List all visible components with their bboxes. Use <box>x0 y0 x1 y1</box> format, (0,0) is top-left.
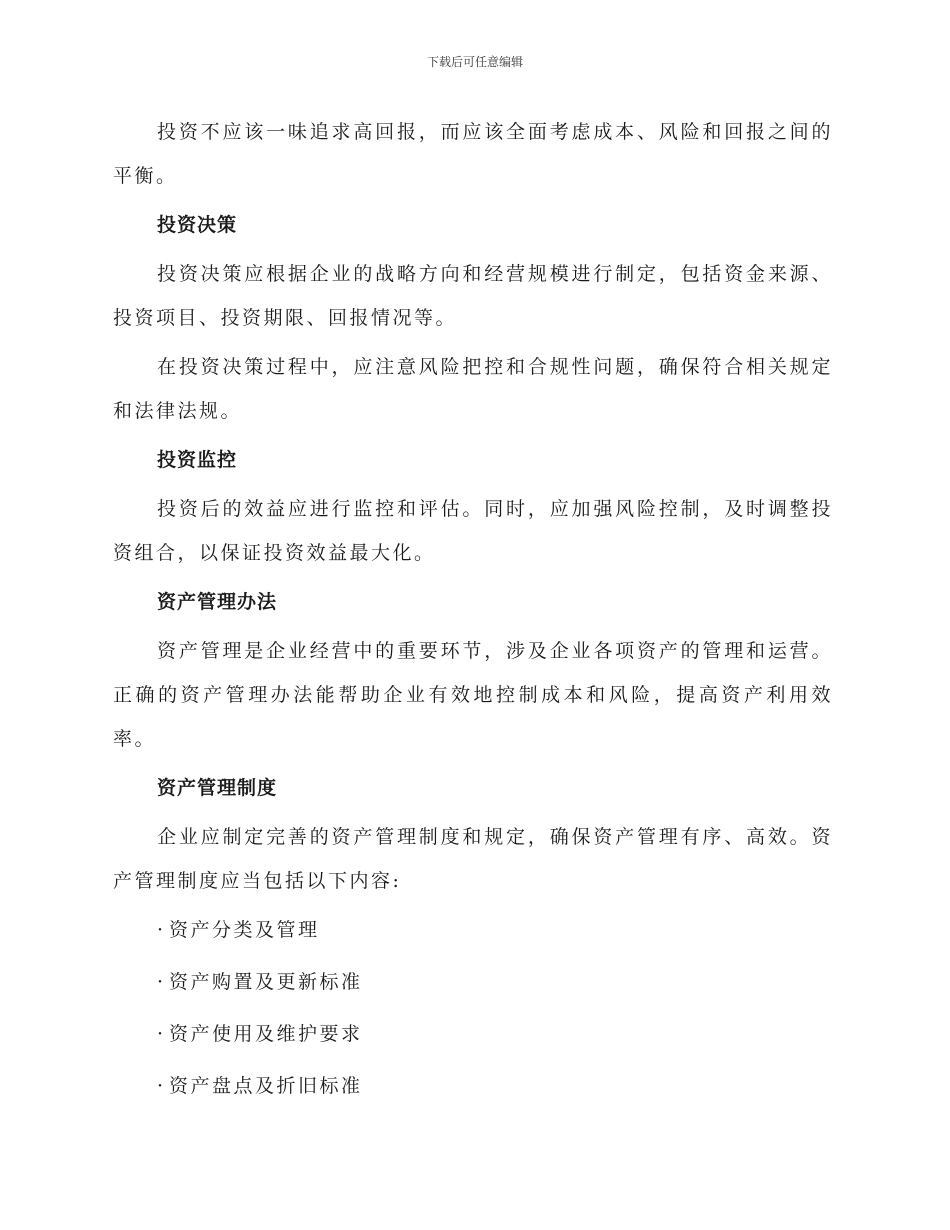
heading-investment-monitoring: 投资监控 <box>157 449 238 471</box>
list-item-text: 资产购置及更新标准 <box>169 971 363 993</box>
list-item <box>113 908 833 952</box>
bullet-icon: · <box>157 1075 164 1097</box>
paragraph-monitoring: 投资后的效益应进行监控和评估。同时，应加强风险控制，及时调整投资组合，以保证投资效益最大化。 <box>113 498 833 564</box>
heading-investment-decision: 投资决策 <box>157 214 238 236</box>
list-item-text: 资产使用及维护要求 <box>169 1023 363 1045</box>
paragraph-decision-risk: 在投资决策过程中，应注意风险把控和合规性问题，确保符合相关规定和法律法规。 <box>113 356 833 422</box>
paragraph-investment-balance: 投资不应该一味追求高回报，而应该全面考虑成本、风险和回报之间的平衡。 <box>113 121 833 187</box>
bullet-icon: · <box>157 919 164 941</box>
list-item <box>113 1012 833 1056</box>
page-header: 下载后可任意编辑 <box>426 55 523 69</box>
paragraph-asset-management: 资产管理是企业经营中的重要环节，涉及企业各项资产的管理和运营。正确的资产管理办法能帮助企业有效地控制成本和风险，提高资产利用效率。 <box>113 640 833 750</box>
bullet-icon: · <box>157 971 164 993</box>
heading-asset-management-system: 资产管理制度 <box>157 777 278 799</box>
list-item <box>113 1064 833 1108</box>
bullet-icon: · <box>157 1023 164 1045</box>
paragraph-decision-basis: 投资决策应根据企业的战略方向和经营规模进行制定，包括资金来源、投资项目、投资期限、回报情况等。 <box>113 263 833 329</box>
heading-asset-management-methods: 资产管理办法 <box>157 591 278 613</box>
list-item-text: 资产分类及管理 <box>169 919 320 941</box>
document-body <box>113 110 833 1116</box>
list-item-text: 资产盘点及折旧标准 <box>169 1075 363 1097</box>
paragraph-asset-system: 企业应制定完善的资产管理制度和规定，确保资产管理有序、高效。资产管理制度应当包括以下内容: <box>113 826 833 892</box>
list-item <box>113 960 833 1004</box>
